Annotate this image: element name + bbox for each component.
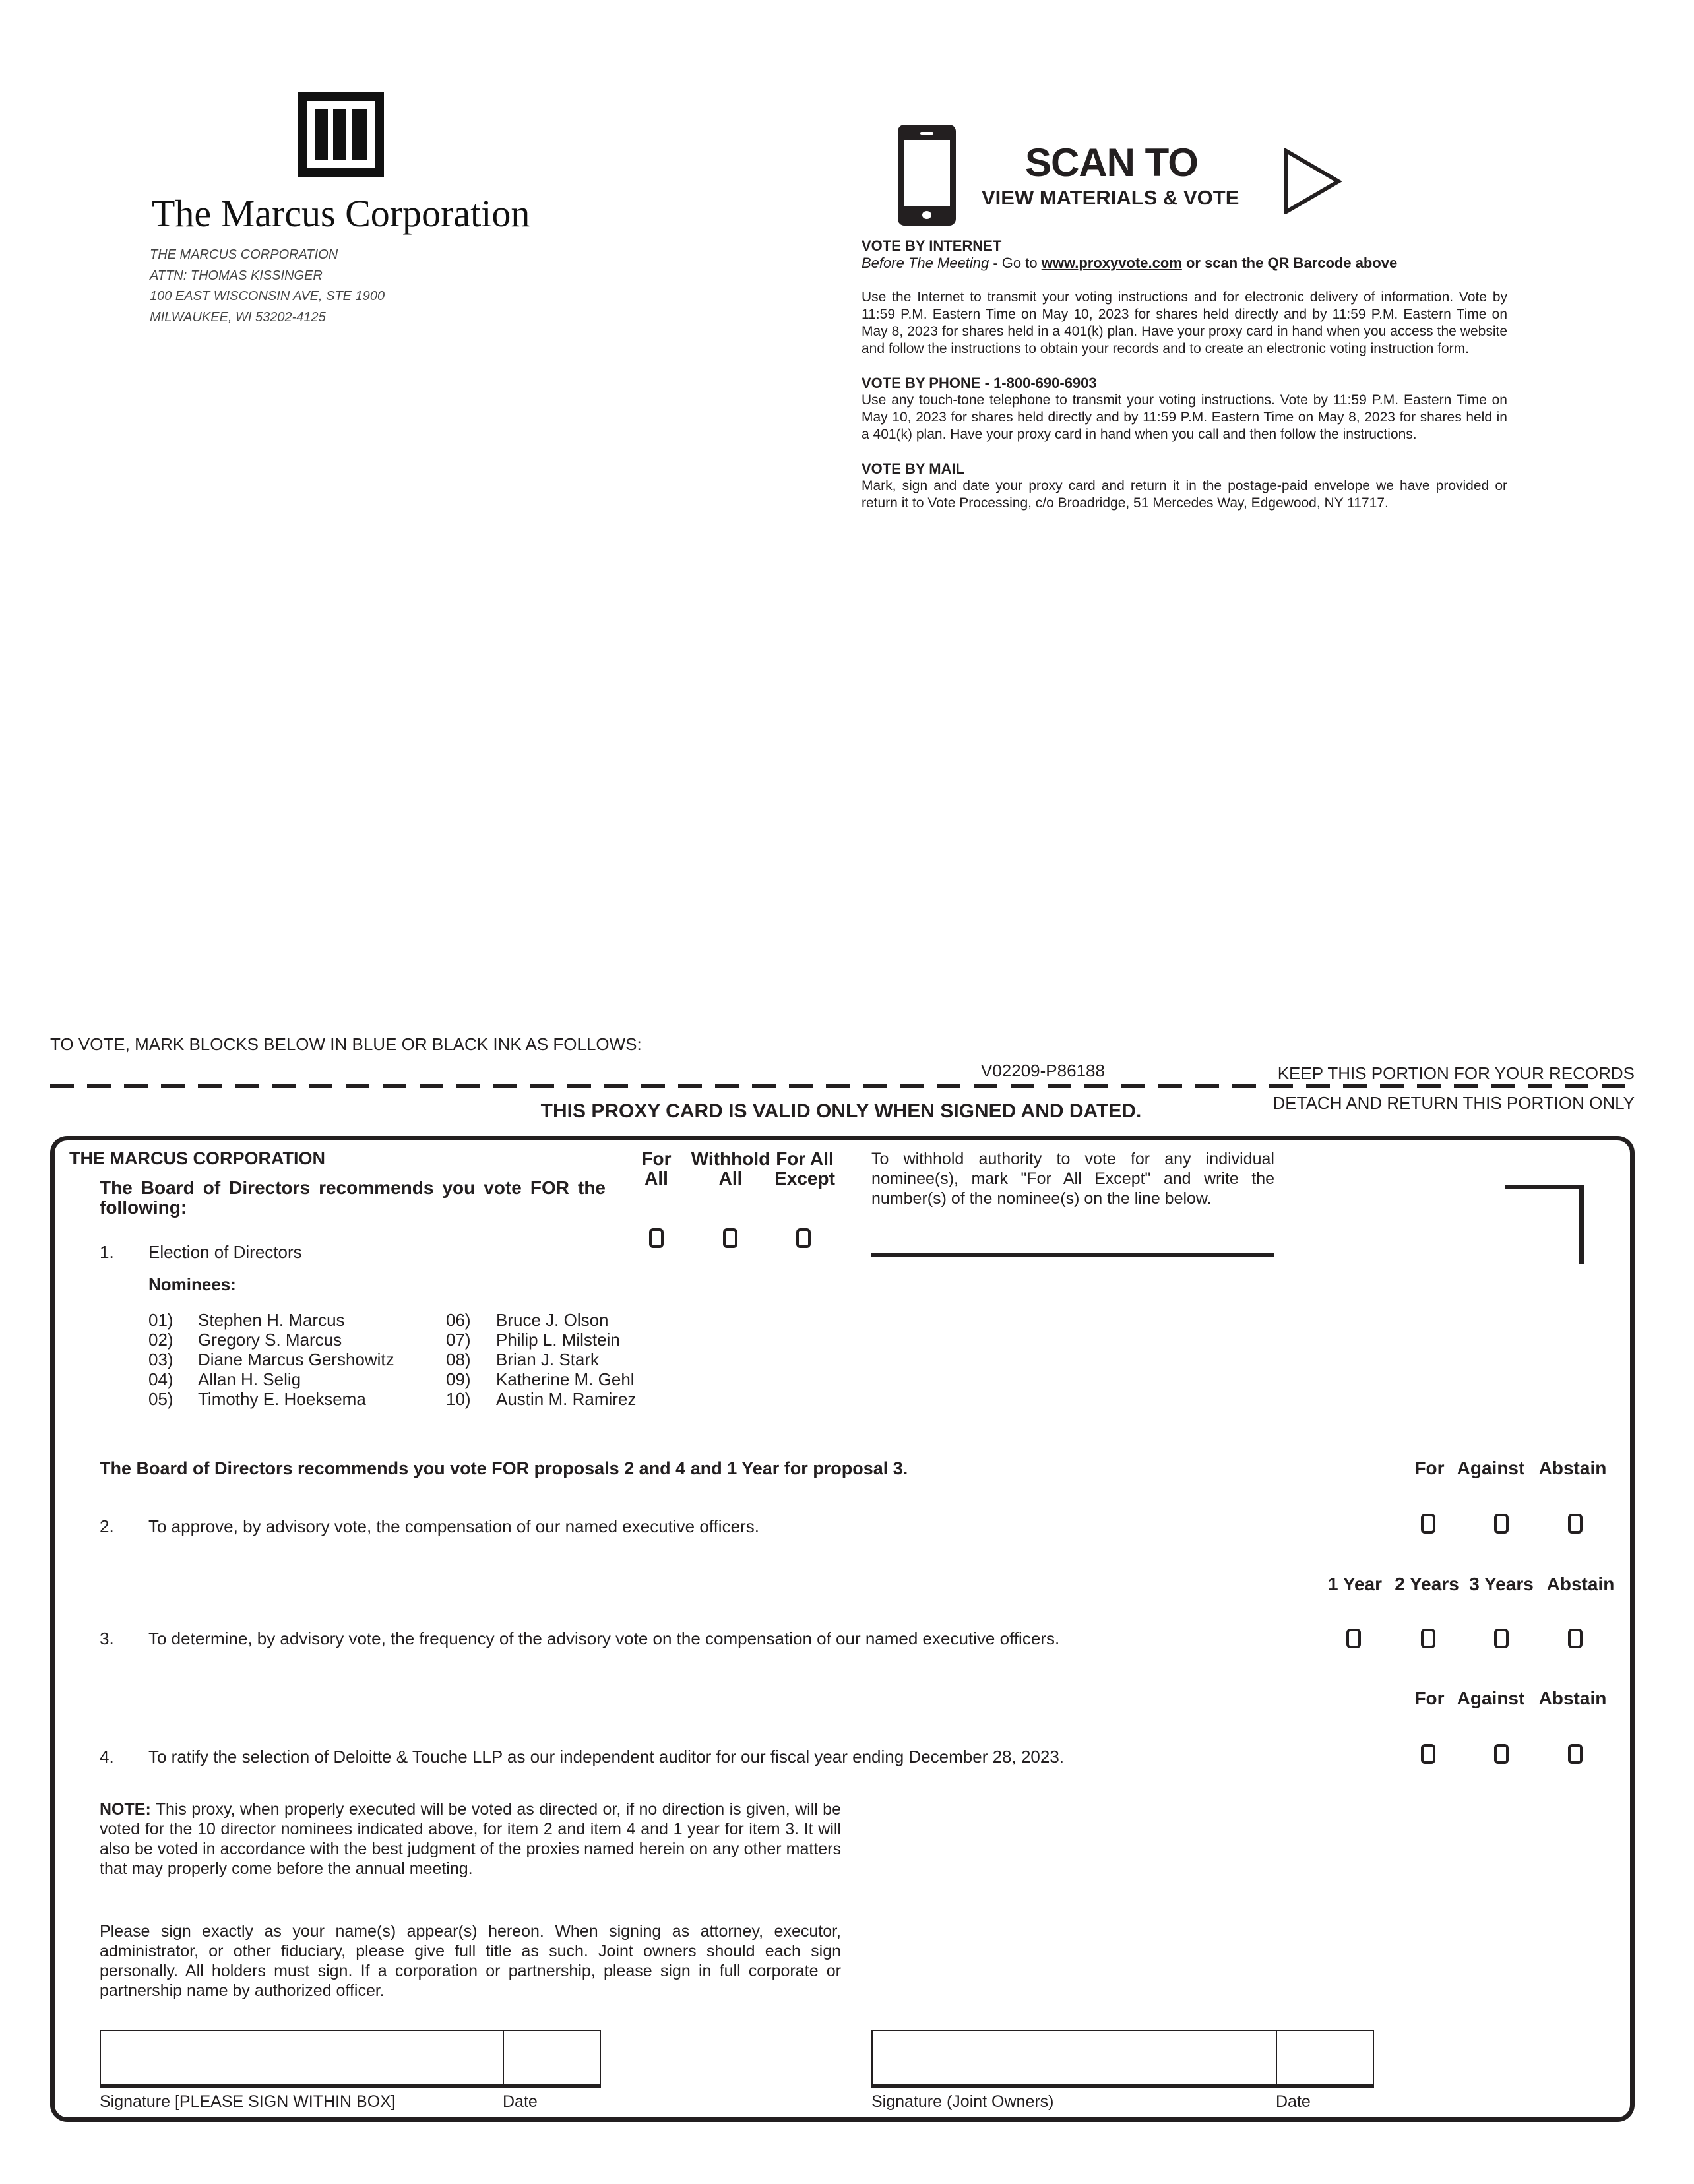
nominee-numbers-1: 01) 02) 03) 04) 05) [148,1310,173,1409]
checkbox-item3-2-years[interactable] [1421,1629,1435,1648]
control-id: V02209-P86188 [981,1061,1105,1080]
date-label: Date [503,2092,538,2111]
checkbox-item2-abstain[interactable] [1568,1514,1583,1534]
board-recommendation-2: The Board of Directors recommends you vote FOR proposals 2 and 4 and 1 Year for proposal 3. [100,1458,908,1478]
sign-instructions: Please sign exactly as your name(s) appear(s) hereon. When signing as attorney, executor, administrator, or other fiduciary, please give full title as such. Joint owners should each sign personally. All holders must sign. If a corporation or partnership, please sign in full corporate or partnership name by authorized officer. [100,1922,841,2000]
nominee: Bruce J. Olson [496,1310,609,1330]
card-company: THE MARCUS CORPORATION [69,1148,325,1168]
item2-number: 2. [100,1516,114,1536]
col-against: Against [1457,1688,1525,1708]
detach-portion: DETACH AND RETURN THIS PORTION ONLY [1272,1093,1635,1113]
vote-mail-body: Mark, sign and date your proxy card and return it in the postage-paid envelope we have provided or return it to Vote Processing, c/o Broadridge, 51 Mercedes Way, Edgewood, NY 11717. [862,478,1507,511]
nominee: Stephen H. Marcus [198,1310,345,1330]
col-2-years: 2 Years [1395,1574,1459,1594]
nominee-numbers-2: 06) 07) 08) 09) 10) [446,1310,471,1409]
note-text: This proxy, when properly executed will be voted as directed or, if no direction is given, will be voted for the 10 director nominees indicated above, for item 2 and item 4 and 1 year for item 3. It will also be voted in accordance with the best judgment of the proxies named herein on any other matters that may properly come before the annual meeting. [100,1800,841,1878]
nominee: Allan H. Selig [198,1369,301,1389]
nominee: Brian J. Stark [496,1350,600,1369]
proxyvote-link[interactable]: www.proxyvote.com [1041,255,1182,271]
before-meeting: Before The Meeting [862,255,989,271]
vote-internet-section [862,237,1507,512]
col-for-all-except: For All Except [774,1148,835,1189]
col-withhold-all: Withhold All [691,1148,770,1189]
address-line: THE MARCUS CORPORATION [150,247,338,262]
item4-number: 4. [100,1747,114,1766]
qr-text: or scan the QR Barcode above [1181,255,1398,271]
joint-signature-box[interactable] [871,2030,1374,2088]
item4-label: To ratify the selection of Deloitte & Touche LLP as our independent auditor for our fiscal year ending December 28, 2023. [148,1747,1065,1766]
checkbox-item4-abstain[interactable] [1568,1744,1583,1764]
item1-number: 1. [100,1242,114,1262]
checkbox-withhold-all[interactable] [723,1228,737,1248]
checkbox-item3-abstain[interactable] [1568,1629,1583,1648]
col-abstain: Abstain [1546,1574,1615,1594]
nominee: Philip L. Milstein [496,1330,620,1350]
nominee: Gregory S. Marcus [198,1330,342,1350]
vote-phone-heading: VOTE BY PHONE - 1-800-690-6903 [862,375,1097,391]
col-against: Against [1457,1458,1525,1478]
checkbox-item2-for[interactable] [1421,1514,1435,1534]
nominee: Katherine M. Gehl [496,1369,635,1389]
col-abstain: Abstain [1538,1688,1607,1708]
nominee-names-2 [496,1310,636,1409]
item3-label: To determine, by advisory vote, the frequency of the advisory vote on the compensation of our named executive officers. [148,1629,1060,1648]
valid-notice: THIS PROXY CARD IS VALID ONLY WHEN SIGNED AND DATED. [540,1100,1142,1122]
item3-number: 3. [100,1629,114,1648]
go-to-text: - Go to [989,255,1042,271]
mark-instructions: TO VOTE, MARK BLOCKS BELOW IN BLUE OR BLACK INK AS FOLLOWS: [50,1034,642,1054]
smartphone-icon [898,125,956,226]
withhold-instructions: To withhold authority to vote for any individual nominee(s), mark "For All Except" and write the number(s) of the nominee(s) on the line below. [871,1150,1274,1208]
col-for-all: For All [641,1148,672,1189]
checkbox-for-all-except[interactable] [796,1228,811,1248]
nominee: Austin M. Ramirez [496,1389,637,1409]
checkbox-item3-3-years[interactable] [1494,1629,1509,1648]
col-abstain: Abstain [1538,1458,1607,1478]
joint-signature-label: Signature (Joint Owners) [871,2092,1054,2111]
col-for: For [1414,1688,1445,1708]
nominee: Timothy E. Hoeksema [198,1389,366,1409]
company-name: The Marcus Corporation [152,192,530,235]
checkbox-item3-1-year[interactable] [1346,1629,1361,1648]
address-line: 100 EAST WISCONSIN AVE, STE 1900 [150,289,385,303]
nominees-label: Nominees: [148,1274,236,1294]
corner-registration-mark [1505,1185,1584,1264]
vote-phone-body: Use any touch-tone telephone to transmit your voting instructions. Vote by 11:59 P.M. Eastern Time on May 10, 2023 for shares held directly and by 11:59 P.M. Eastern Time on May 8, 2023 for shares held in a 401(k) plan. Have your proxy card in hand when you call and then follow the instructions. [862,392,1507,442]
col-for: For [1414,1458,1445,1478]
address-line: MILWAUKEE, WI 53202-4125 [150,310,326,325]
vote-mail-heading: VOTE BY MAIL [862,460,965,477]
joint-date-label: Date [1276,2092,1311,2111]
vote-internet-body: Use the Internet to transmit your voting instructions and for electronic delivery of information. Vote by 11:59 P.M. Eastern Time on May 10, 2023 for shares held directly and by 11:59 P.M. Eastern Time on May 8, 2023 for shares held in a 401(k) plan. Have your proxy card in hand when you access the website and follow the instructions to obtain your records and to create an electronic voting instruction form. [862,290,1507,356]
col-3-years: 3 Years [1469,1574,1534,1594]
board-recommendation-1: The Board of Directors recommends you vote FOR the following: [100,1177,606,1218]
signature-box[interactable] [100,2030,601,2088]
note-label: NOTE: [100,1800,151,1819]
play-arrow-icon [1283,148,1342,214]
item2-label: To approve, by advisory vote, the compensation of our named executive officers. [148,1516,759,1536]
checkbox-item2-against[interactable] [1494,1514,1509,1534]
nominee-names-1 [198,1310,394,1409]
company-logo [298,92,384,177]
checkbox-for-all[interactable] [649,1228,664,1248]
keep-portion: KEEP THIS PORTION FOR YOUR RECORDS [1277,1063,1635,1083]
checkbox-item4-against[interactable] [1494,1744,1509,1764]
detach-line [50,1084,1635,1088]
scan-subtitle: VIEW MATERIALS & VOTE [982,186,1239,209]
note-paragraph [100,1799,841,1879]
nominee: Diane Marcus Gershowitz [198,1350,394,1369]
col-1-year: 1 Year [1327,1574,1383,1594]
vote-internet-heading: VOTE BY INTERNET [862,237,1002,254]
item1-label: Election of Directors [148,1242,302,1262]
scan-title: SCAN TO [1025,140,1198,185]
signature-label: Signature [PLEASE SIGN WITHIN BOX] [100,2092,396,2111]
checkbox-item4-for[interactable] [1421,1744,1435,1764]
except-nominee-line[interactable] [871,1253,1274,1257]
address-line: ATTN: THOMAS KISSINGER [150,268,323,283]
